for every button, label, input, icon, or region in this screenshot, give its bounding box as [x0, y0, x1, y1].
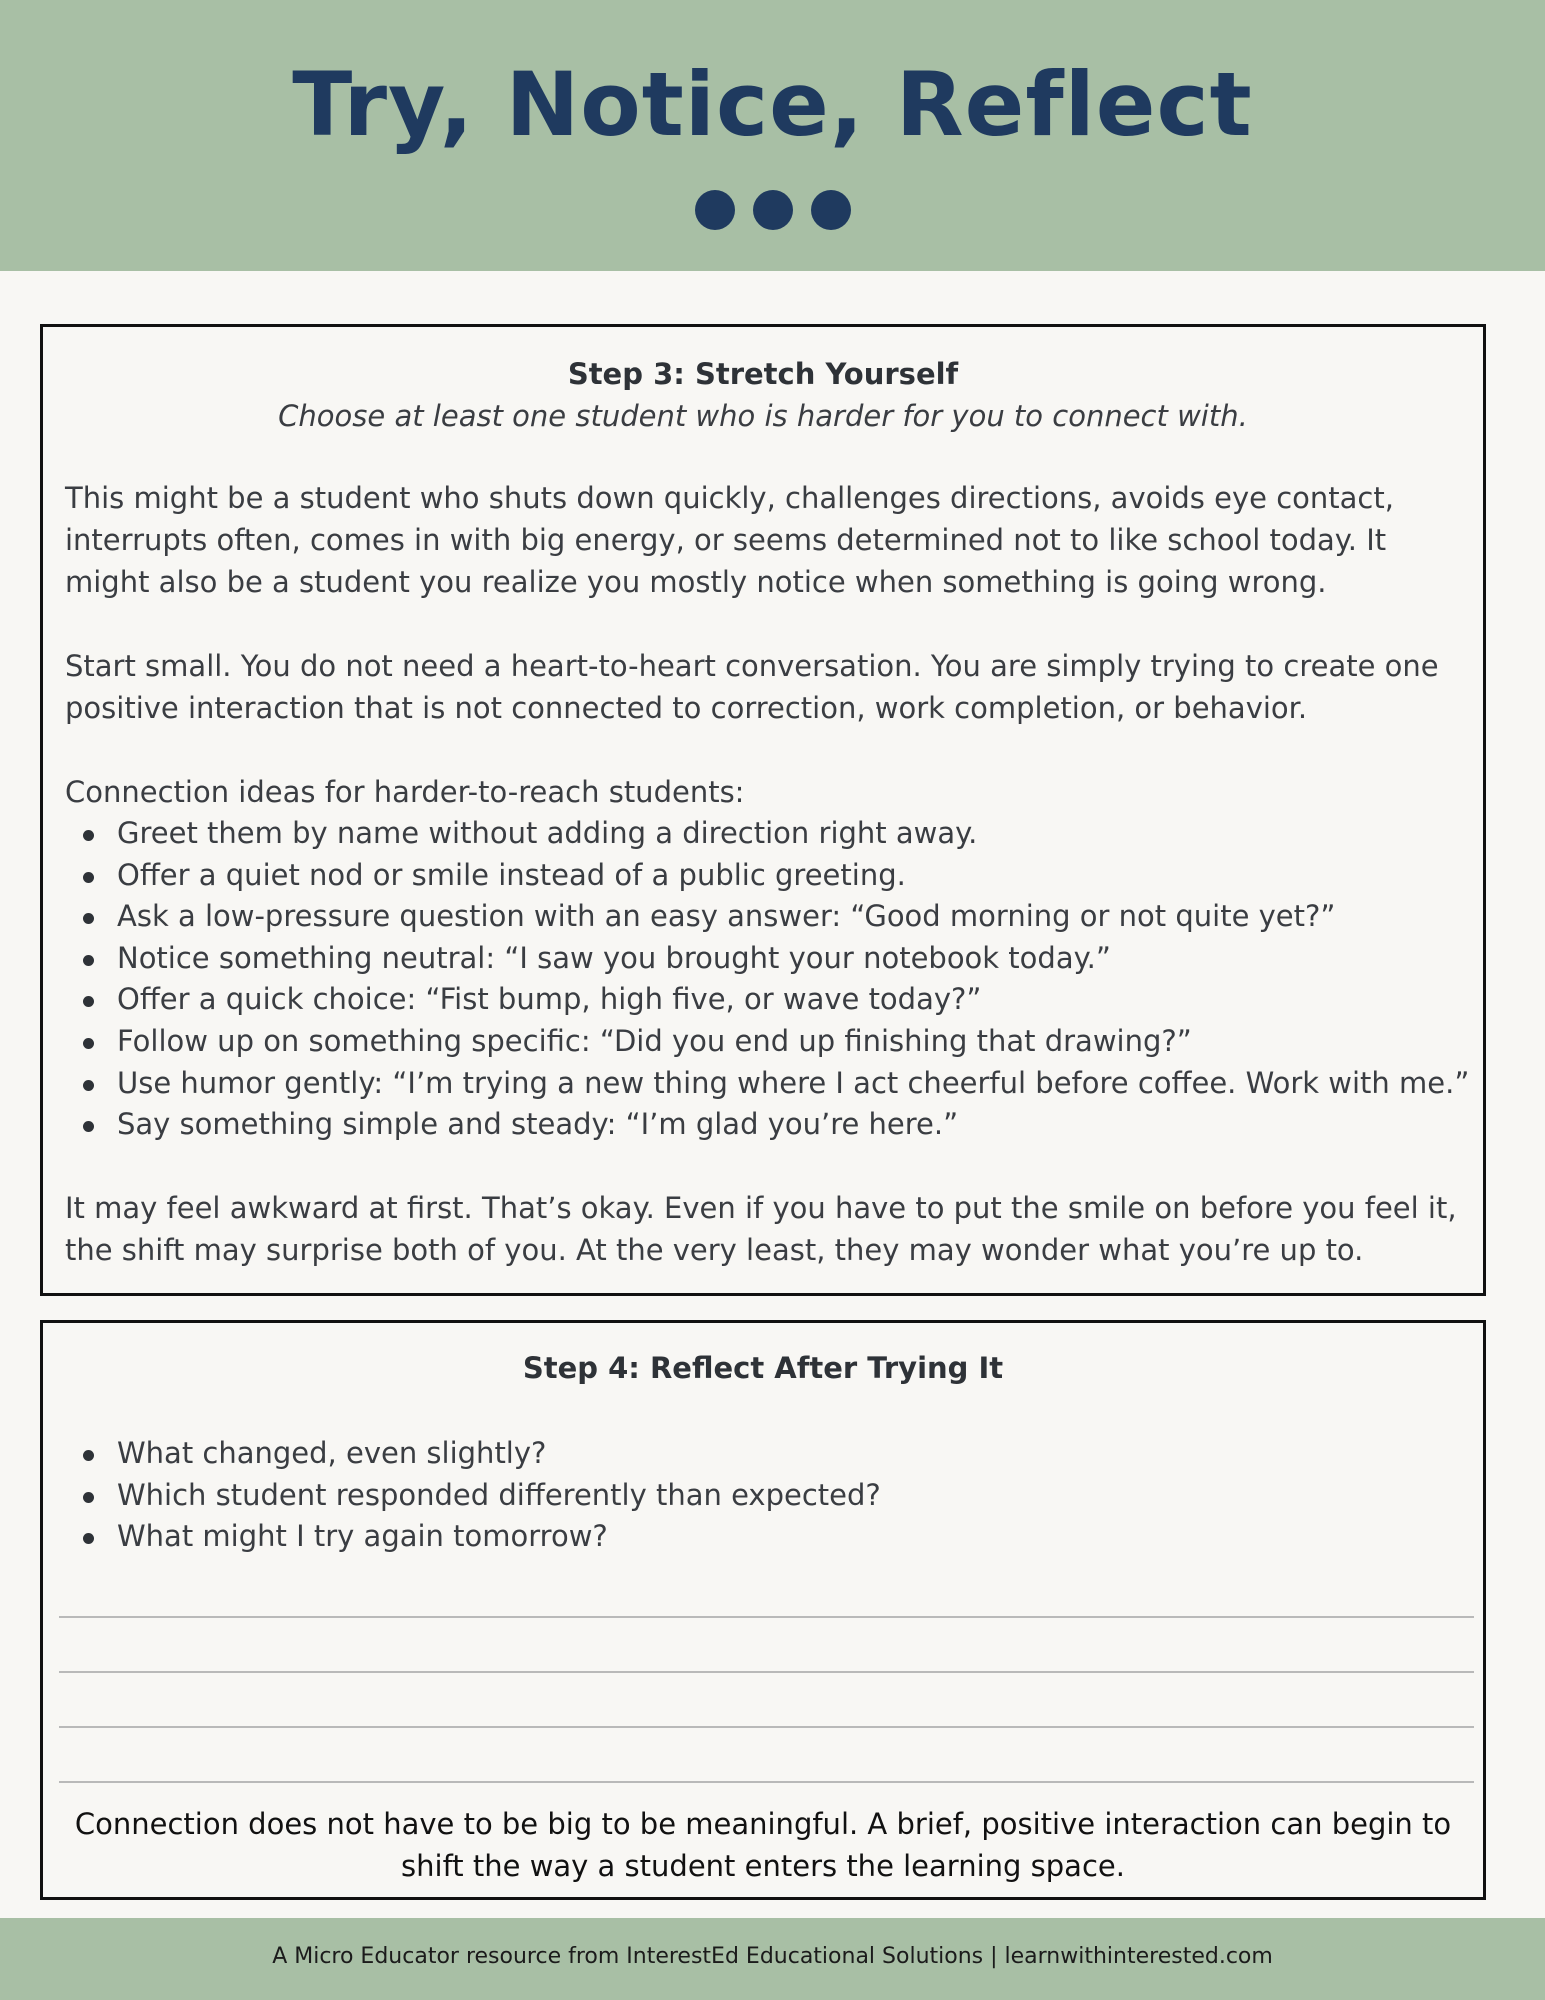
list-item: Ask a low-pressure question with an easy answer: “Good morning or not quite yet?” — [117, 896, 1487, 938]
step4-heading: Step 4: Reflect After Trying It — [522, 1351, 1004, 1385]
list-item: Offer a quick choice: “Fist bump, high five, or wave today?” — [117, 979, 1487, 1021]
list-item: What might I try again tomorrow? — [117, 1516, 1487, 1558]
list-item: Say something simple and steady: “I’m glad you’re here.” — [117, 1104, 1487, 1146]
step3-heading: Step 3: Stretch Yourself — [567, 357, 959, 391]
footer-text: A Micro Educator resource from InterestEd Educational Solutions | learnwithinterested.com — [272, 1944, 1273, 1969]
list-item: Greet them by name without adding a direction right away. — [117, 813, 1487, 855]
step3-subtitle: Choose at least one student who is harder for you to connect with. — [278, 399, 1248, 433]
decorative-dots — [0, 190, 1545, 234]
reflection-questions — [65, 1433, 1487, 1558]
header-banner — [0, 0, 1545, 271]
step4-card — [40, 1320, 1486, 1900]
writing-line — [59, 1726, 1474, 1728]
dot-icon — [811, 190, 851, 230]
dot-icon — [753, 190, 793, 230]
list-item: Follow up on something specific: “Did you end up finishing that drawing?” — [117, 1021, 1487, 1063]
step3-closing-paragraph: It may feel awkward at first. That’s okay. Even if you have to put the smile on before you feel it, the shift may surprise both of you. At the very least, they may wonder what you’re up to. — [65, 1191, 1457, 1267]
writing-line — [59, 1781, 1474, 1783]
dot-icon — [695, 190, 735, 230]
step3-paragraph-2: Start small. You do not need a heart-to-heart conversation. You are simply trying to create one positive interaction that is not connected to correction, work completion, or behavior. — [65, 649, 1439, 725]
step3-card — [40, 324, 1486, 1296]
list-item: Offer a quiet nod or smile instead of a public greeting. — [117, 855, 1487, 897]
footer-banner — [0, 1918, 1545, 2000]
list-item: Which student responded differently than expected? — [117, 1475, 1487, 1517]
ideas-intro: Connection ideas for harder-to-reach students: — [65, 775, 745, 809]
list-item: Notice something neutral: “I saw you brought your notebook today.” — [117, 938, 1487, 980]
list-item: Use humor gently: “I’m trying a new thing where I act cheerful before coffee. Work with me.” — [117, 1063, 1487, 1105]
step4-closing: Connection does not have to be big to be meaningful. A brief, positive interaction can begin to shift the way a student enters the learning space. — [74, 1807, 1452, 1883]
list-item: What changed, even slightly? — [117, 1433, 1487, 1475]
writing-line — [59, 1671, 1474, 1673]
step3-paragraph-1: This might be a student who shuts down quickly, challenges directions, avoids eye contact, interrupts often, comes in with big energy, or seems determined not to like school today. It might also be a student you realize you mostly notice when something is going wrong. — [65, 481, 1394, 599]
ideas-list — [65, 813, 1487, 1146]
page-title: Try, Notice, Reflect — [292, 53, 1253, 156]
writing-line — [59, 1616, 1474, 1618]
